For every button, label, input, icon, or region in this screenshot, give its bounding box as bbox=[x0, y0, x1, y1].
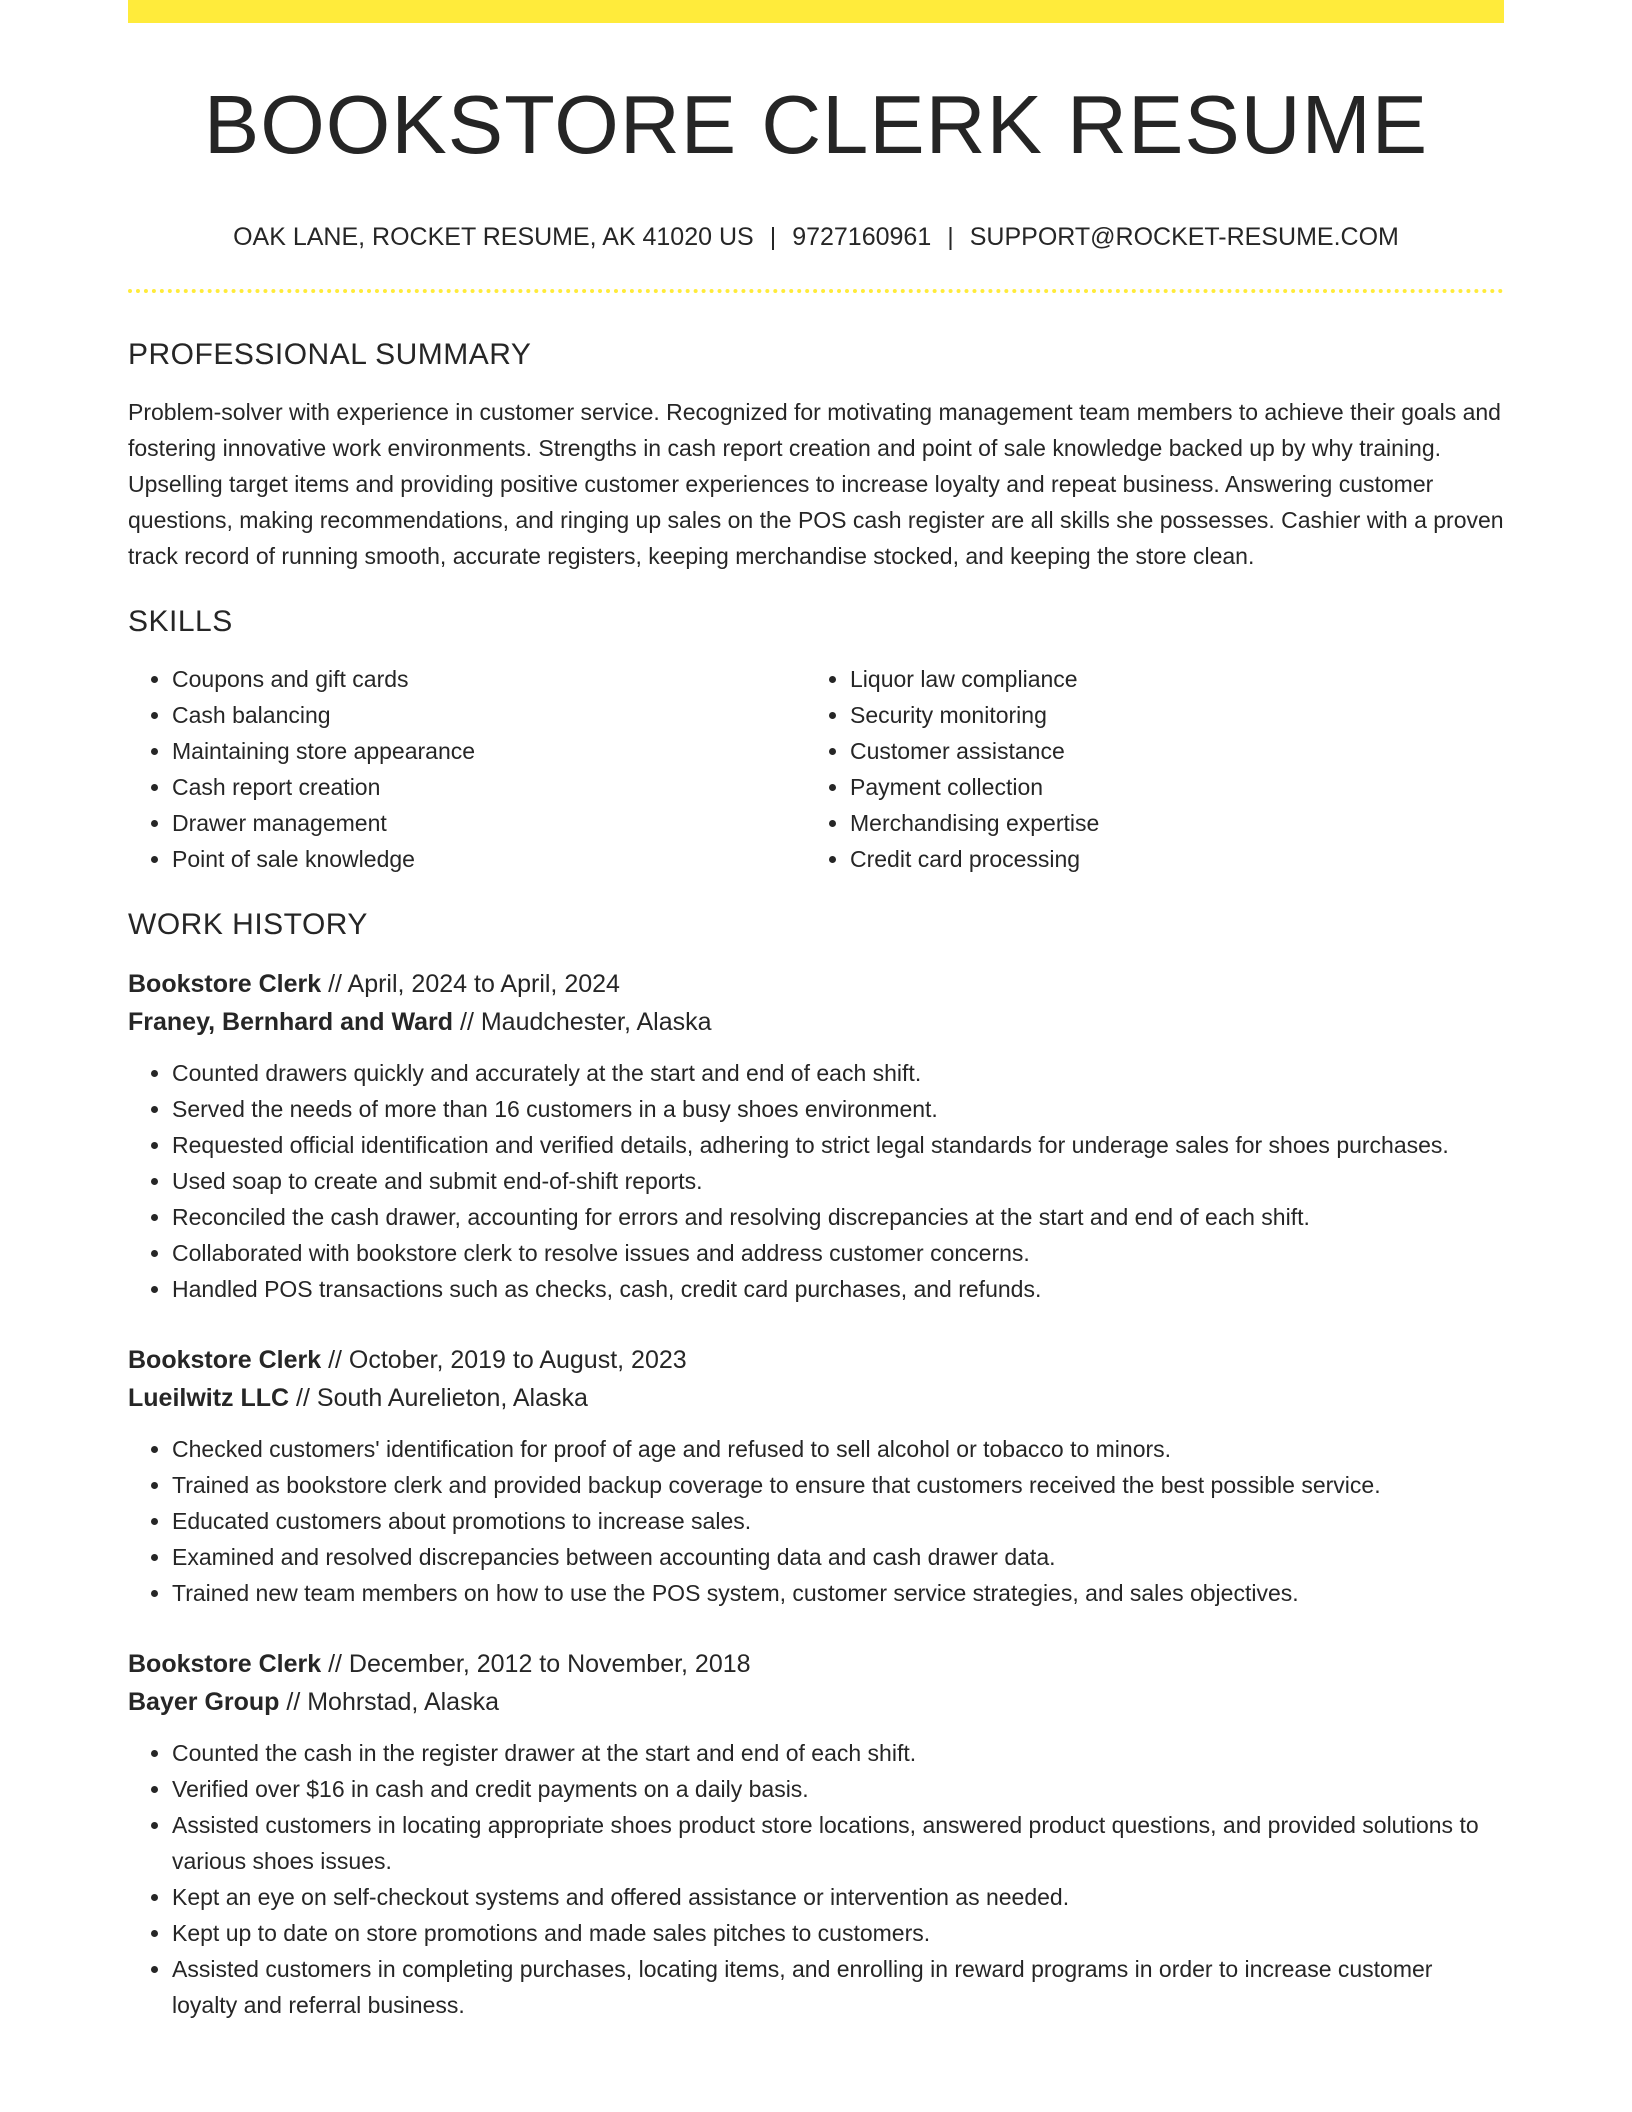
job-entry bbox=[128, 965, 1504, 1307]
job-location: // Maudchester, Alaska bbox=[453, 1008, 712, 1036]
job-title: Bookstore Clerk bbox=[128, 970, 322, 998]
skills-column-right bbox=[806, 661, 1484, 877]
contact-separator: | bbox=[769, 223, 777, 251]
job-bullet: • Verified over $16 in cash and credit payments on a daily basis. bbox=[172, 1771, 1504, 1807]
job-bullet: • Counted the cash in the register drawer at the start and end of each shift. bbox=[172, 1735, 1504, 1771]
contact-separator: | bbox=[947, 223, 954, 251]
summary-text: Problem-solver with experience in customer service. Recognized for motivating management team members to achieve their goals and fostering innovative work environments. Strengths in cash report creation and point of sale knowledge backed up by why training. Upselling target items and providing positive customer experiences to increase loyalty and repeat business. Answering customer questions, making recommendations, and ringing up sales on the POS cash register are all skills she possesses. Cashier with a proven track record of running smooth, accurate registers, keeping merchandise stocked, and keeping the store clean. bbox=[128, 399, 1504, 569]
job-entry bbox=[128, 1341, 1504, 1611]
skill-item: • Drawer management bbox=[172, 805, 806, 841]
skill-item: • Payment collection bbox=[850, 769, 1484, 805]
accent-bar bbox=[128, 0, 1504, 23]
job-bullet: • Educated customers about promotions to increase sales. bbox=[172, 1503, 1504, 1539]
job-dates: // April, 2024 to April, 2024 bbox=[321, 970, 620, 998]
contact-phone: 9727160961 bbox=[792, 223, 932, 251]
job-title: Bookstore Clerk bbox=[128, 1650, 322, 1678]
skill-item: • Liquor law compliance bbox=[850, 661, 1484, 697]
job-dates: // December, 2012 to November, 2018 bbox=[321, 1650, 751, 1678]
job-company-line bbox=[128, 1003, 1504, 1041]
job-bullet: • Counted drawers quickly and accurately at the start and end of each shift. bbox=[172, 1055, 1504, 1091]
contact-email: SUPPORT@ROCKET-RESUME.COM bbox=[969, 223, 1399, 251]
job-bullet: • Requested official identification and verified details, adhering to strict legal standards for underage sales for shoes purchases. bbox=[172, 1127, 1504, 1163]
skill-item: • Credit card processing bbox=[850, 841, 1484, 877]
job-company: Franey, Bernhard and Ward bbox=[128, 1008, 454, 1036]
job-bullet: • Assisted customers in locating appropriate shoes product store locations, answered product questions, and provided solutions to various shoes issues. bbox=[172, 1807, 1504, 1879]
skill-item: • Maintaining store appearance bbox=[172, 733, 806, 769]
job-title-line bbox=[128, 1341, 1504, 1379]
job-dates: // October, 2019 to August, 2023 bbox=[321, 1346, 687, 1374]
job-title: Bookstore Clerk bbox=[128, 1346, 322, 1374]
job-title-line bbox=[128, 965, 1504, 1003]
skill-item: • Cash balancing bbox=[172, 697, 806, 733]
skill-item: • Cash report creation bbox=[172, 769, 806, 805]
job-bullet: • Used soap to create and submit end-of-shift reports. bbox=[172, 1163, 1504, 1199]
dotted-divider bbox=[128, 289, 1504, 293]
job-bullet: • Handled POS transactions such as checks, cash, credit card purchases, and refunds. bbox=[172, 1271, 1504, 1307]
job-bullet: • Served the needs of more than 16 customers in a busy shoes environment. bbox=[172, 1091, 1504, 1127]
resume-title: BOOKSTORE CLERK RESUME bbox=[203, 78, 1429, 171]
job-bullet: • Trained new team members on how to use the POS system, customer service strategies, and sales objectives. bbox=[172, 1575, 1504, 1611]
resume-page bbox=[128, 0, 1504, 2023]
skills-column-left bbox=[128, 661, 806, 877]
job-company: Lueilwitz LLC bbox=[128, 1384, 290, 1412]
job-bullet: • Assisted customers in completing purchases, locating items, and enrolling in reward programs in order to increase customer loyalty and referral business. bbox=[172, 1951, 1504, 2023]
skill-item: • Coupons and gift cards bbox=[172, 661, 806, 697]
skill-item: • Customer assistance bbox=[850, 733, 1484, 769]
job-bullets bbox=[128, 1431, 1504, 1611]
job-company: Bayer Group bbox=[128, 1688, 280, 1716]
job-company-line bbox=[128, 1379, 1504, 1417]
job-bullet: • Reconciled the cash drawer, accounting for errors and resolving discrepancies at the start and end of each shift. bbox=[172, 1199, 1504, 1235]
skill-item: • Point of sale knowledge bbox=[172, 841, 806, 877]
skill-item: • Merchandising expertise bbox=[850, 805, 1484, 841]
job-bullet: • Kept up to date on store promotions and made sales pitches to customers. bbox=[172, 1915, 1504, 1951]
skills-heading: SKILLS bbox=[128, 605, 233, 638]
job-location: // Mohrstad, Alaska bbox=[279, 1688, 499, 1716]
contact-address: OAK LANE, ROCKET RESUME, AK 41020 US bbox=[233, 223, 754, 251]
skill-item: • Security monitoring bbox=[850, 697, 1484, 733]
job-location: // South Aurelieton, Alaska bbox=[289, 1384, 588, 1412]
skills-list bbox=[128, 661, 1504, 877]
job-entry bbox=[128, 1645, 1504, 2023]
job-bullet: • Collaborated with bookstore clerk to resolve issues and address customer concerns. bbox=[172, 1235, 1504, 1271]
job-title-line bbox=[128, 1645, 1504, 1683]
job-bullets bbox=[128, 1055, 1504, 1307]
contact-line bbox=[128, 225, 1504, 250]
work-history-heading: WORK HISTORY bbox=[128, 908, 368, 941]
job-bullet: • Checked customers' identification for proof of age and refused to sell alcohol or tobacco to minors. bbox=[172, 1431, 1504, 1467]
job-bullet: • Examined and resolved discrepancies between accounting data and cash drawer data. bbox=[172, 1539, 1504, 1575]
job-bullet: • Kept an eye on self-checkout systems and offered assistance or intervention as needed. bbox=[172, 1879, 1504, 1915]
job-company-line bbox=[128, 1683, 1504, 1721]
summary-heading: PROFESSIONAL SUMMARY bbox=[128, 338, 532, 371]
job-bullets bbox=[128, 1735, 1504, 2023]
job-bullet: • Trained as bookstore clerk and provided backup coverage to ensure that customers received the best possible service. bbox=[172, 1467, 1504, 1503]
